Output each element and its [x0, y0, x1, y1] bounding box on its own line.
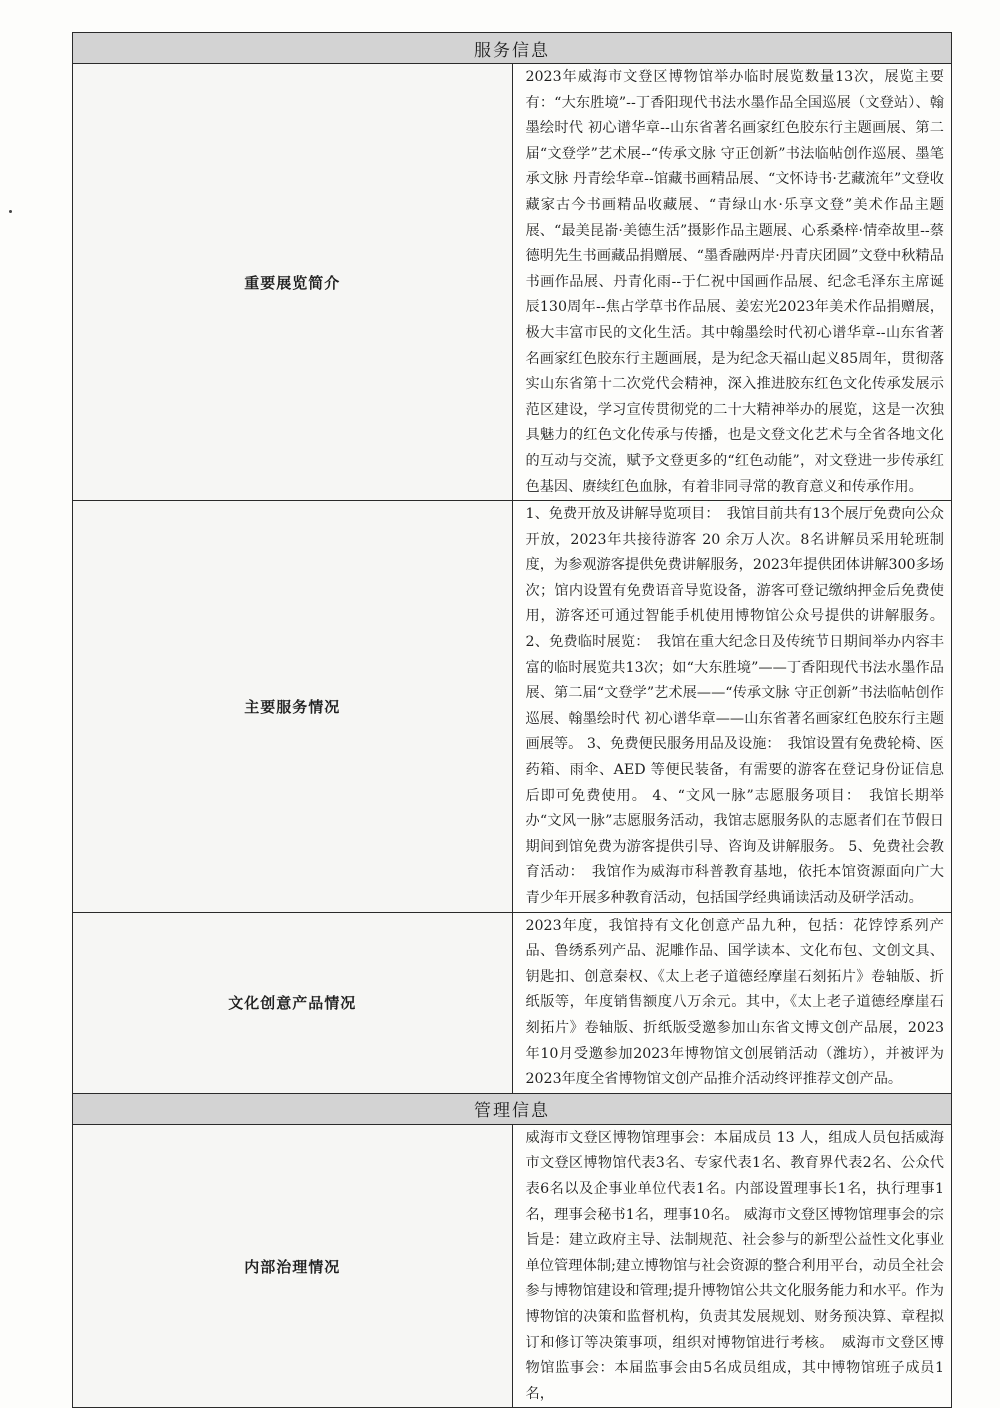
info-table: [72, 32, 952, 1408]
cultural-products-text: 2023年度，我馆持有文化创意产品九种，包括：花饽饽系列产品、鲁绣系列产品、泥雕作品、国学读本、文化布包、文创文具、钥匙扣、创意秦权、《太上老子道德经摩崖石刻拓片》卷轴版、折纸版等，年度销售额度八万余元。其中，《太上老子道德经摩崖石刻拓片》卷轴版、折纸版受邀参加山东省文博文创产品展，2023年10月受邀参加2023年博物馆文创展销活动（潍坊），并被评为2023年度全省博物馆文创产品推介活动终评推荐文创产品。: [512, 912, 952, 1093]
table-row: [73, 64, 952, 501]
section-header-row: [73, 1093, 952, 1124]
section-header-row: [73, 33, 952, 64]
internal-governance-label: 内部治理情况: [73, 1124, 513, 1408]
main-services-text: 1、免费开放及讲解导览项目： 我馆目前共有13个展厅免费向公众开放，2023年共接待游客 20 余万人次。8名讲解员采用轮班制度，为参观游客提供免费讲解服务，2023年提供团体讲解300多场次；馆内设置有免费语音导览设备，游客可登记缴纳押金后免费使用，游客还可通过智能手机使用博物馆公众号提供的讲解服务。 2、免费临时展览： 我馆在重大纪念日及传统节日期间举办内容丰富的临时展览共13次；如“大东胜境”——丁香阳现代书法水墨作品展、第二届“文登学”艺术展——“传承文脉 守正创新”书法临帖创作巡展、翰墨绘时代 初心谱华章——山东省著名画家红色胶东行主题画展等。 3、免费便民服务用品及设施： 我馆设置有免费轮椅、医药箱、雨伞、AED 等便民装备，有需要的游客在登记身份证信息后即可免费使用。 4、“文风一脉”志愿服务项目： 我馆长期举办“文风一脉”志愿服务活动，我馆志愿服务队的志愿者们在节假日期间到馆免费为游客提供引导、咨询及讲解服务。 5、免费社会教育活动： 我馆作为威海市科普教育基地，依托本馆资源面向广大青少年开展多种教育活动，包括国学经典诵读活动及研学活动。: [512, 501, 952, 913]
table-row: [73, 1124, 952, 1408]
management-info-header: 管理信息: [73, 1093, 952, 1124]
exhibition-intro-label: 重要展览简介: [73, 64, 513, 501]
scan-speck: [9, 210, 12, 213]
table-row: [73, 501, 952, 913]
exhibition-intro-text: 2023年威海市文登区博物馆举办临时展览数量13次，展览主要有：“大东胜境”--丁香阳现代书法水墨作品全国巡展（文登站）、翰墨绘时代 初心谱华章--山东省著名画家红色胶东行主题画展、第二届“文登学”艺术展--“传承文脉 守正创新”书法临帖创作巡展、墨笔承文脉 丹青绘华章--馆藏书画精品展、“文怀诗书·艺藏流年”文登收藏家古今书画精品收藏展、“青绿山水·乐享文登”美术作品主题展、“最美昆嵛·美德生活”摄影作品主题展、心系桑梓·情牵故里--蔡德明先生书画藏品捐赠展、“墨香融两岸·丹青庆团圆”文登中秋精品书画作品展、丹青化雨--于仁祝中国画作品展、纪念毛泽东主席诞辰130周年--焦占学草书作品展、姜宏光2023年美术作品捐赠展，极大丰富市民的文化生活。其中翰墨绘时代初心谱华章--山东省著名画家红色胶东行主题画展，是为纪念天福山起义85周年，贯彻落实山东省第十二次党代会精神，深入推进胶东红色文化传承发展示范区建设，学习宣传贯彻党的二十大精神举办的展览，这是一次独具魅力的红色文化传承与传播，也是文登文化艺术与全省各地文化的互动与交流，赋予文登更多的“红色动能”，对文登进一步传承红色基因、赓续红色血脉，有着非同寻常的教育意义和传承作用。: [512, 64, 952, 501]
main-services-label: 主要服务情况: [73, 501, 513, 913]
table-row: [73, 912, 952, 1093]
cultural-products-label: 文化创意产品情况: [73, 912, 513, 1093]
service-info-header: 服务信息: [73, 33, 952, 64]
internal-governance-text: 威海市文登区博物馆理事会：本届成员 13 人，组成人员包括威海市文登区博物馆代表3名、专家代表1名、教育界代表2名、公众代表6名以及企事业单位代表1名。内部设置理事长1名，执行理事1名，理事会秘书1名，理事10名。 威海市文登区博物馆理事会的宗旨是：建立政府主导、法制规范、社会参与的新型公益性文化事业单位管理体制;建立博物馆与社会资源的整合利用平台，动员全社会参与博物馆建设和管理;提升博物馆公共文化服务能力和水平。作为博物馆的决策和监督机构，负责其发展规划、财务预决算、章程拟订和修订等决策事项，组织对博物馆进行考核。 威海市文登区博物馆监事会：本届监事会由5名成员组成，其中博物馆班子成员1名，: [512, 1124, 952, 1408]
